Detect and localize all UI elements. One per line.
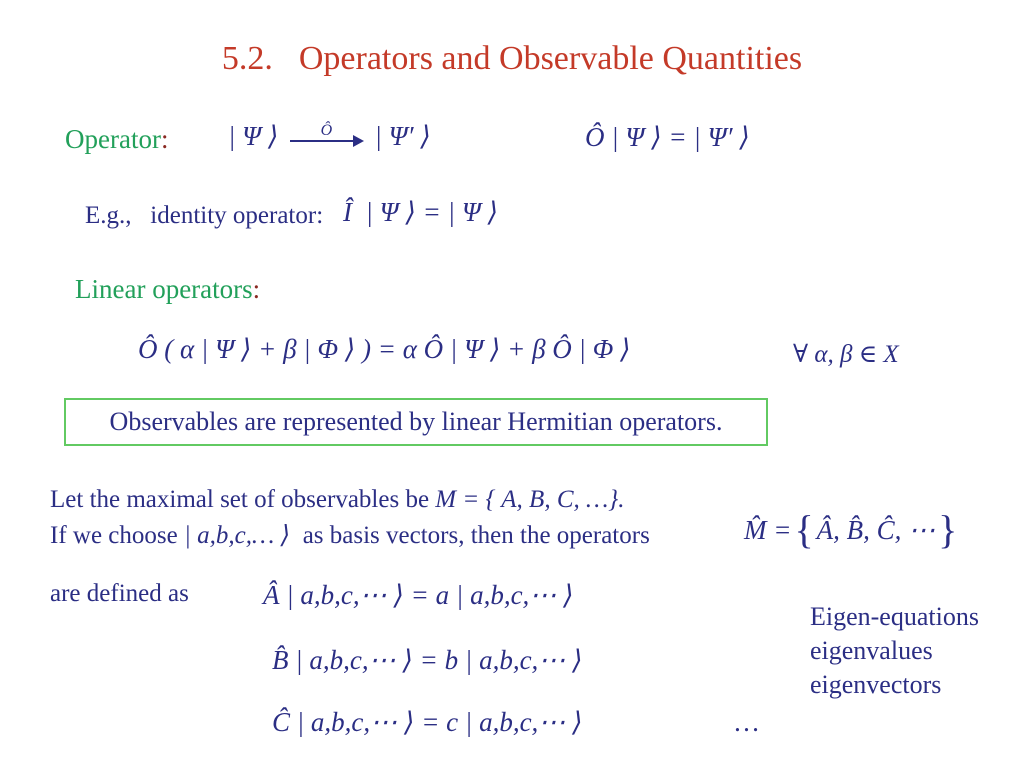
operator-arrow: [290, 123, 362, 151]
maximal-set-line2: [50, 520, 650, 550]
line1-text: Let the maximal set of observables be: [50, 486, 436, 513]
identity-label: E.g., identity operator:: [85, 202, 324, 229]
linear-label-text: Linear operators: [75, 274, 253, 304]
maximal-set-line1: [50, 486, 624, 514]
mset-lhs: M̂ =: [744, 514, 792, 545]
hermitian-statement-text: Observables are represented by linear Hermitian operators.: [109, 407, 723, 436]
rightwards-arrow-icon: [290, 140, 362, 142]
identity-equation: Î | Ψ ⟩ = | Ψ ⟩: [343, 197, 499, 227]
operator-set-equation: [744, 507, 960, 552]
forall-condition: ∀ α, β ∈ X: [793, 341, 899, 368]
operator-label: [65, 124, 168, 155]
eigen-equation-a: Â | a,b,c,⋯ ⟩ = a | a,b,c,⋯ ⟩: [263, 580, 574, 610]
section-number: 5.2.: [221, 40, 273, 77]
line2-ket: | a,b,c,… ⟩: [183, 522, 291, 549]
ket-psi-out: | Ψ′ ⟩: [374, 121, 431, 151]
mset-body: Â, B̂, Ĉ, ⋯: [816, 514, 936, 545]
slide-title: [0, 40, 1024, 78]
line2-text: If we choose: [50, 522, 184, 549]
eigen-term-equations: Eigen-equations: [810, 602, 979, 631]
mset-close-brace: }: [938, 507, 958, 552]
linear-operators-label: [75, 274, 260, 305]
line2-suffix: as basis vectors, then the operators: [290, 522, 650, 549]
eigen-equation-b: B̂ | a,b,c,⋯ ⟩ = b | a,b,c,⋯ ⟩: [272, 645, 583, 675]
title-text: Operators and Observable Quantities: [298, 40, 803, 77]
eigen-equation-c: Ĉ | a,b,c,⋯ ⟩ = c | a,b,c,⋯ ⟩: [272, 707, 583, 737]
ket-psi-in: | Ψ ⟩: [228, 121, 279, 151]
mset-open-brace: {: [794, 507, 814, 552]
line1-math: M = { A, B, C, …}.: [435, 486, 625, 513]
operator-equation: Ô | Ψ ⟩ = | Ψ′ ⟩: [585, 122, 750, 152]
operator-transform: [228, 121, 431, 152]
eigen-term-vectors: eigenvectors: [810, 670, 942, 699]
eigen-terms-list: [810, 600, 979, 702]
continuation-ellipsis: …: [733, 707, 760, 737]
linear-label-colon: :: [252, 274, 261, 304]
eigen-term-values: eigenvalues: [810, 636, 933, 665]
operator-hat-label: Ô: [320, 121, 333, 139]
are-defined-as-label: are defined as: [50, 580, 189, 607]
linearity-equation: Ô ( α | Ψ ⟩ + β | Φ ⟩ ) = α Ô | Ψ ⟩ + β Ô | Φ ⟩: [138, 334, 631, 364]
hermitian-statement-box: [64, 398, 768, 446]
operator-label-colon: :: [160, 124, 169, 154]
operator-label-text: Operator: [65, 124, 161, 154]
